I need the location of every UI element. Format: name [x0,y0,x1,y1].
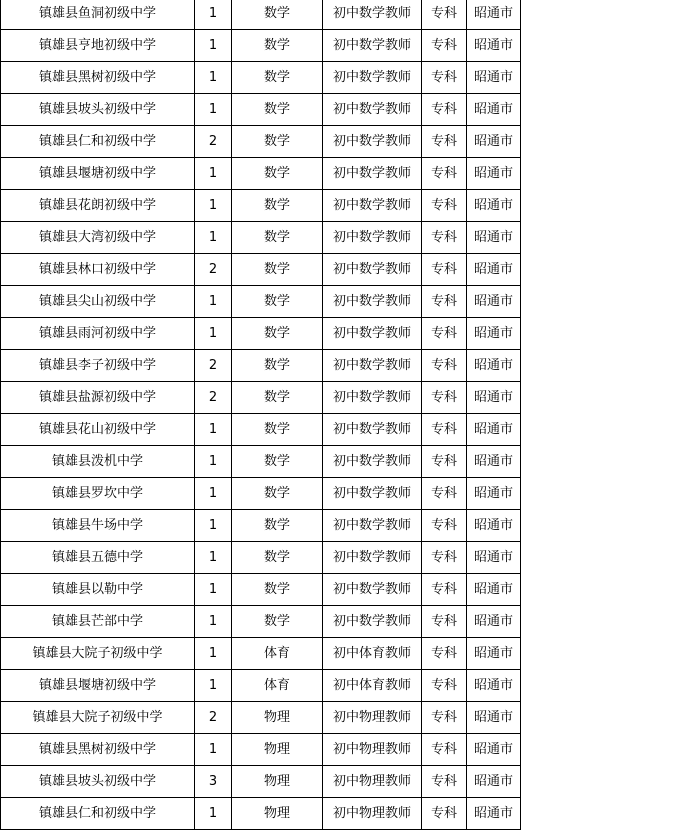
position-cell: 初中物理教师 [323,702,422,734]
region-cell: 昭通市 [467,478,521,510]
empty-cell [521,286,700,318]
table-row [1,510,700,542]
school-cell: 镇雄县黑树初级中学 [1,734,195,766]
education-cell: 专科 [422,798,467,830]
table-row [1,254,700,286]
region-cell: 昭通市 [467,30,521,62]
region-cell: 昭通市 [467,254,521,286]
education-cell: 专科 [422,30,467,62]
empty-cell [521,766,700,798]
education-cell: 专科 [422,414,467,446]
subject-cell: 数学 [232,286,323,318]
subject-cell: 体育 [232,670,323,702]
education-cell: 专科 [422,158,467,190]
count-cell: 1 [195,542,232,574]
subject-cell: 物理 [232,798,323,830]
empty-cell [521,30,700,62]
region-cell: 昭通市 [467,414,521,446]
position-cell: 初中数学教师 [323,574,422,606]
count-cell: 1 [195,574,232,606]
education-cell: 专科 [422,766,467,798]
region-cell: 昭通市 [467,350,521,382]
school-cell: 镇雄县坡头初级中学 [1,766,195,798]
school-cell: 镇雄县大院子初级中学 [1,638,195,670]
region-cell: 昭通市 [467,638,521,670]
education-cell: 专科 [422,510,467,542]
table-row [1,414,700,446]
subject-cell: 数学 [232,30,323,62]
education-cell: 专科 [422,734,467,766]
subject-cell: 数学 [232,574,323,606]
subject-cell: 物理 [232,702,323,734]
education-cell: 专科 [422,0,467,30]
empty-cell [521,510,700,542]
count-cell: 3 [195,766,232,798]
position-cell: 初中数学教师 [323,382,422,414]
count-cell: 1 [195,94,232,126]
count-cell: 1 [195,0,232,30]
education-cell: 专科 [422,638,467,670]
education-cell: 专科 [422,318,467,350]
education-cell: 专科 [422,254,467,286]
position-cell: 初中体育教师 [323,670,422,702]
school-cell: 镇雄县大湾初级中学 [1,222,195,254]
position-cell: 初中数学教师 [323,190,422,222]
count-cell: 1 [195,734,232,766]
position-cell: 初中数学教师 [323,414,422,446]
subject-cell: 数学 [232,382,323,414]
empty-cell [521,318,700,350]
table-row [1,158,700,190]
region-cell: 昭通市 [467,574,521,606]
subject-cell: 数学 [232,0,323,30]
subject-cell: 数学 [232,190,323,222]
school-cell: 镇雄县林口初级中学 [1,254,195,286]
region-cell: 昭通市 [467,606,521,638]
count-cell: 2 [195,702,232,734]
table-row [1,734,700,766]
position-cell: 初中物理教师 [323,734,422,766]
count-cell: 2 [195,350,232,382]
empty-cell [521,382,700,414]
table-row [1,286,700,318]
education-cell: 专科 [422,350,467,382]
region-cell: 昭通市 [467,766,521,798]
position-cell: 初中数学教师 [323,94,422,126]
empty-cell [521,254,700,286]
education-cell: 专科 [422,222,467,254]
school-cell: 镇雄县黑树初级中学 [1,62,195,94]
position-cell: 初中物理教师 [323,766,422,798]
table-row [1,382,700,414]
school-cell: 镇雄县盐源初级中学 [1,382,195,414]
subject-cell: 物理 [232,734,323,766]
table-row [1,190,700,222]
region-cell: 昭通市 [467,158,521,190]
education-cell: 专科 [422,574,467,606]
empty-cell [521,62,700,94]
count-cell: 1 [195,62,232,94]
position-cell: 初中数学教师 [323,350,422,382]
region-cell: 昭通市 [467,222,521,254]
position-cell: 初中数学教师 [323,126,422,158]
subject-cell: 数学 [232,510,323,542]
school-cell: 镇雄县罗坎中学 [1,478,195,510]
region-cell: 昭通市 [467,190,521,222]
count-cell: 1 [195,158,232,190]
table-row [1,446,700,478]
school-cell: 镇雄县以勒中学 [1,574,195,606]
subject-cell: 数学 [232,254,323,286]
region-cell: 昭通市 [467,510,521,542]
school-cell: 镇雄县李子初级中学 [1,350,195,382]
count-cell: 1 [195,510,232,542]
table-row [1,670,700,702]
table-row [1,30,700,62]
school-cell: 镇雄县尖山初级中学 [1,286,195,318]
school-cell: 镇雄县坡头初级中学 [1,94,195,126]
table-row [1,0,700,30]
table-row [1,94,700,126]
region-cell: 昭通市 [467,318,521,350]
empty-cell [521,478,700,510]
subject-cell: 体育 [232,638,323,670]
count-cell: 2 [195,382,232,414]
empty-cell [521,542,700,574]
position-cell: 初中数学教师 [323,158,422,190]
empty-cell [521,606,700,638]
school-cell: 镇雄县亨地初级中学 [1,30,195,62]
empty-cell [521,798,700,830]
school-cell: 镇雄县仁和初级中学 [1,126,195,158]
position-cell: 初中数学教师 [323,318,422,350]
table-row [1,702,700,734]
subject-cell: 数学 [232,414,323,446]
count-cell: 1 [195,318,232,350]
subject-cell: 数学 [232,158,323,190]
table-row [1,478,700,510]
empty-cell [521,446,700,478]
education-cell: 专科 [422,94,467,126]
table-row [1,318,700,350]
table-row [1,606,700,638]
count-cell: 1 [195,798,232,830]
region-cell: 昭通市 [467,798,521,830]
region-cell: 昭通市 [467,446,521,478]
count-cell: 2 [195,126,232,158]
table-row [1,350,700,382]
empty-cell [521,702,700,734]
empty-cell [521,94,700,126]
position-cell: 初中数学教师 [323,606,422,638]
count-cell: 1 [195,606,232,638]
table-row [1,542,700,574]
count-cell: 2 [195,254,232,286]
school-cell: 镇雄县鱼洞初级中学 [1,0,195,30]
school-cell: 镇雄县泼机中学 [1,446,195,478]
subject-cell: 数学 [232,350,323,382]
education-cell: 专科 [422,606,467,638]
table-row [1,222,700,254]
table-body [1,0,700,830]
education-cell: 专科 [422,190,467,222]
school-cell: 镇雄县五德中学 [1,542,195,574]
empty-cell [521,734,700,766]
count-cell: 1 [195,478,232,510]
school-cell: 镇雄县堰塘初级中学 [1,158,195,190]
table-row [1,638,700,670]
count-cell: 1 [195,414,232,446]
count-cell: 1 [195,30,232,62]
subject-cell: 数学 [232,94,323,126]
table-row [1,126,700,158]
position-cell: 初中数学教师 [323,542,422,574]
count-cell: 1 [195,286,232,318]
subject-cell: 数学 [232,542,323,574]
school-cell: 镇雄县大院子初级中学 [1,702,195,734]
region-cell: 昭通市 [467,702,521,734]
region-cell: 昭通市 [467,670,521,702]
empty-cell [521,638,700,670]
empty-cell [521,158,700,190]
school-cell: 镇雄县芒部中学 [1,606,195,638]
school-cell: 镇雄县雨河初级中学 [1,318,195,350]
position-cell: 初中数学教师 [323,0,422,30]
school-cell: 镇雄县花山初级中学 [1,414,195,446]
empty-cell [521,190,700,222]
education-cell: 专科 [422,446,467,478]
position-cell: 初中数学教师 [323,510,422,542]
position-cell: 初中体育教师 [323,638,422,670]
table-row [1,766,700,798]
table-row [1,62,700,94]
region-cell: 昭通市 [467,382,521,414]
table-row [1,574,700,606]
region-cell: 昭通市 [467,734,521,766]
table-row [1,798,700,830]
school-cell: 镇雄县花朗初级中学 [1,190,195,222]
position-cell: 初中数学教师 [323,222,422,254]
subject-cell: 数学 [232,318,323,350]
education-cell: 专科 [422,670,467,702]
education-cell: 专科 [422,542,467,574]
position-cell: 初中数学教师 [323,478,422,510]
position-cell: 初中数学教师 [323,286,422,318]
subject-cell: 数学 [232,126,323,158]
position-cell: 初中物理教师 [323,798,422,830]
school-cell: 镇雄县牛场中学 [1,510,195,542]
education-cell: 专科 [422,126,467,158]
empty-cell [521,574,700,606]
education-cell: 专科 [422,702,467,734]
count-cell: 1 [195,222,232,254]
position-cell: 初中数学教师 [323,446,422,478]
position-cell: 初中数学教师 [323,254,422,286]
education-cell: 专科 [422,286,467,318]
subject-cell: 数学 [232,606,323,638]
region-cell: 昭通市 [467,0,521,30]
count-cell: 1 [195,670,232,702]
region-cell: 昭通市 [467,286,521,318]
empty-cell [521,414,700,446]
empty-cell [521,0,700,30]
count-cell: 1 [195,638,232,670]
position-cell: 初中数学教师 [323,62,422,94]
education-cell: 专科 [422,62,467,94]
count-cell: 1 [195,446,232,478]
subject-cell: 数学 [232,446,323,478]
empty-cell [521,670,700,702]
region-cell: 昭通市 [467,94,521,126]
education-cell: 专科 [422,382,467,414]
school-cell: 镇雄县堰塘初级中学 [1,670,195,702]
count-cell: 1 [195,190,232,222]
empty-cell [521,350,700,382]
subject-cell: 物理 [232,766,323,798]
region-cell: 昭通市 [467,62,521,94]
subject-cell: 数学 [232,62,323,94]
empty-cell [521,126,700,158]
empty-cell [521,222,700,254]
region-cell: 昭通市 [467,126,521,158]
subject-cell: 数学 [232,478,323,510]
school-cell: 镇雄县仁和初级中学 [1,798,195,830]
position-cell: 初中数学教师 [323,30,422,62]
subject-cell: 数学 [232,222,323,254]
education-cell: 专科 [422,478,467,510]
region-cell: 昭通市 [467,542,521,574]
